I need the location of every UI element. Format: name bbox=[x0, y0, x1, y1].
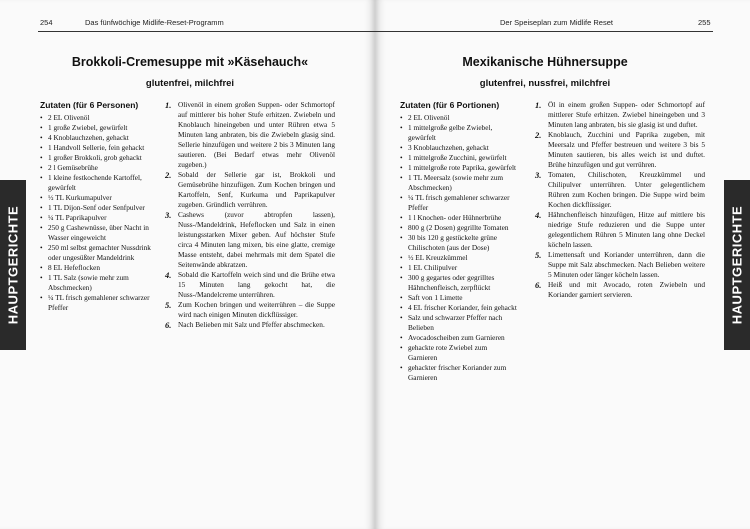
ingredient-item: • 8 EL Hefeflocken bbox=[40, 263, 152, 273]
section-tab-label: HAUPTGERICHTE bbox=[5, 205, 21, 325]
section-tab bbox=[0, 180, 26, 350]
recipe-title: Brokkoli-Cremesuppe mit »Käsehauch« bbox=[71, 55, 309, 69]
ingredient-item: • 250 g Cashewnüsse, über Nacht in Wasser eingeweicht bbox=[40, 223, 152, 243]
step-text: Heiß und mit Avocado, roten Zwiebeln und Koriander garniert servieren. bbox=[548, 280, 705, 299]
step-text: Öl in einem großen Suppen- oder Schmortopf auf mittlerer Stufe erhitzen. Zwiebel hineingeben und 3 Minuten lang anbraten, bis sie glasig ist und duftet. bbox=[548, 100, 705, 129]
ingredient-item: • 1 mittelgroße Zucchini, gewürfelt bbox=[400, 153, 518, 163]
right-page bbox=[375, 0, 750, 529]
ingredient-item: • 3 Knoblauchzehen, gehackt bbox=[400, 143, 518, 153]
ingredient-item: • ½ TL Kurkumapulver bbox=[40, 193, 152, 203]
step-number: 3. bbox=[535, 170, 542, 180]
ingredient-item: • 2 EL Olivenöl bbox=[400, 113, 518, 123]
ingredient-item: • 2 l Gemüsebrühe bbox=[40, 163, 152, 173]
step-item bbox=[535, 250, 705, 280]
step-item bbox=[165, 170, 335, 210]
recipe-subtitle: glutenfrei, milchfrei bbox=[145, 78, 235, 89]
ingredient-item: • 30 bis 120 g gestückelte grüne Chilischoten (aus der Dose) bbox=[400, 233, 518, 253]
ingredient-item: • gehackte rote Zwiebel zum Garnieren bbox=[400, 343, 518, 363]
step-item bbox=[165, 300, 335, 320]
ingredient-item: • 1 mittelgroße rote Paprika, gewürfelt bbox=[400, 163, 518, 173]
steps-list bbox=[165, 100, 335, 330]
step-number: 6. bbox=[535, 280, 542, 290]
ingredient-item: • 4 Knoblauchzehen, gehackt bbox=[40, 133, 152, 143]
ingredient-item: • 1 EL Chilipulver bbox=[400, 263, 518, 273]
ingredients-heading: Zutaten (für 6 Portionen) bbox=[400, 100, 500, 110]
step-text: Tomaten, Chilischoten, Kreuzkümmel und Chilipulver unterrühren. Unter gelegentlichem Rühren zum Kochen bringen. Die Suppe wird beim Kochen dickflüssiger. bbox=[548, 170, 705, 209]
header-rule bbox=[375, 31, 713, 32]
step-item bbox=[535, 210, 705, 250]
step-item bbox=[165, 100, 335, 170]
step-text: Cashews (zuvor abtropfen lassen), Nuss-/Mandeldrink, Hefeflocken und Salz in einen leistungsstarken Mixer geben. Auf höchster Stufe circa 4 Minuten lang mixen, bis eine glatte, cremige Masse entsteht, dabei mehrmals mit dem Spatel die Seitenwände abkratzen. bbox=[178, 210, 335, 269]
ingredient-item: • 1 mittelgroße gelbe Zwiebel, gewürfelt bbox=[400, 123, 518, 143]
step-number: 5. bbox=[165, 300, 172, 310]
step-number: 5. bbox=[535, 250, 542, 260]
running-header: Der Speiseplan zum Midlife Reset bbox=[500, 18, 613, 27]
recipe-subtitle: glutenfrei, nussfrei, milchfrei bbox=[479, 78, 611, 89]
step-text: Limettensaft und Koriander unterrühren, dann die Suppe mit Salz abschmecken. Nach Belieben weitere 5 Minuten oder länger köcheln lassen. bbox=[548, 250, 705, 279]
ingredients-list bbox=[400, 113, 518, 383]
ingredient-item: • 800 g (2 Dosen) gegrillte Tomaten bbox=[400, 223, 518, 233]
ingredient-item: • 1 TL Dijon-Senf oder Senfpulver bbox=[40, 203, 152, 213]
header-rule bbox=[38, 31, 375, 32]
step-item bbox=[165, 270, 335, 300]
step-item bbox=[535, 130, 705, 170]
step-item bbox=[535, 100, 705, 130]
page-number: 255 bbox=[698, 18, 711, 27]
recipe-title: Mexikanische Hühnersuppe bbox=[462, 55, 628, 69]
ingredient-item: • Saft von 1 Limette bbox=[400, 293, 518, 303]
ingredient-item: • 1 großer Brokkoli, grob gehackt bbox=[40, 153, 152, 163]
ingredient-item: • Avocadoscheiben zum Garnieren bbox=[400, 333, 518, 343]
ingredient-item: • ¼ TL frisch gemahlener schwarzer Pfeffer bbox=[400, 193, 518, 213]
page-number: 254 bbox=[40, 18, 53, 27]
step-text: Hähnchenfleisch hinzufügen, Hitze auf mittlere bis niedrige Stufe reduzieren und die Suppe unter gelegentlichem Rühren 5 Minuten lang ohne Deckel köcheln lassen. bbox=[548, 210, 705, 249]
step-number: 1. bbox=[535, 100, 542, 110]
ingredients-heading: Zutaten (für 6 Personen) bbox=[40, 100, 139, 110]
step-number: 4. bbox=[165, 270, 172, 280]
step-text: Olivenöl in einem großen Suppen- oder Schmortopf auf mittlerer bis hoher Stufe erhitzen. Zwiebeln und Knoblauch hineingeben und unter Rühren etwa 5 Minuten lang anbraten, bis die Zwiebeln glasig sind. Sellerie hinzufügen und weitere 2 bis 3 Minuten lang sautieren. (Bei Bedarf etwas mehr Olivenöl zugeben.) bbox=[178, 100, 335, 169]
ingredients-list bbox=[40, 113, 152, 313]
step-item bbox=[535, 170, 705, 210]
ingredient-item: • 1 TL Salz (sowie mehr zum Abschmecken) bbox=[40, 273, 152, 293]
step-item bbox=[165, 320, 335, 330]
ingredient-item: • 300 g gegartes oder gegrilltes Hähnchenfleisch, zerpflückt bbox=[400, 273, 518, 293]
ingredient-item: • 1 große Zwiebel, gewürfelt bbox=[40, 123, 152, 133]
ingredient-item: • gehackter frischer Koriander zum Garnieren bbox=[400, 363, 518, 383]
step-text: Knoblauch, Zucchini und Paprika zugeben, mit Meersalz und Pfeffer bestreuen und weitere 3 bis 5 Minuten sautieren, bis alles weich ist und duftet. Brühe hinzufügen und gut verrühren. bbox=[548, 130, 705, 169]
ingredient-item: • 1 Handvoll Sellerie, fein gehackt bbox=[40, 143, 152, 153]
step-number: 3. bbox=[165, 210, 172, 220]
running-header: Das fünfwöchige Midlife-Reset-Programm bbox=[85, 18, 224, 27]
ingredient-item: • ¼ TL frisch gemahlener schwarzer Pfeffer bbox=[40, 293, 152, 313]
ingredient-item: • 4 EL frischer Koriander, fein gehackt bbox=[400, 303, 518, 313]
step-number: 2. bbox=[535, 130, 542, 140]
step-number: 6. bbox=[165, 320, 172, 330]
ingredient-item: • 1 TL Meersalz (sowie mehr zum Abschmecken) bbox=[400, 173, 518, 193]
step-item bbox=[165, 210, 335, 270]
section-tab-label: HAUPTGERICHTE bbox=[729, 205, 745, 325]
step-number: 4. bbox=[535, 210, 542, 220]
ingredient-item: • 1 l Knochen- oder Hühnerbrühe bbox=[400, 213, 518, 223]
ingredient-item: • 2 EL Olivenöl bbox=[40, 113, 152, 123]
ingredient-item: • ¼ TL Paprikapulver bbox=[40, 213, 152, 223]
step-text: Sobald die Kartoffeln weich sind und die Brühe etwa 15 Minuten lang gekocht hat, die Nuss-/Mandelcreme unterrühren. bbox=[178, 270, 335, 299]
steps-list bbox=[535, 100, 705, 300]
step-item bbox=[535, 280, 705, 300]
step-text: Nach Belieben mit Salz und Pfeffer abschmecken. bbox=[178, 320, 325, 329]
step-text: Sobald der Sellerie gar ist, Brokkoli und Gemüsebrühe hinzufügen. Zum Kochen bringen und Kartoffeln, Senf, Kurkuma und Paprikapulver zugeben. Gründlich verrühren. bbox=[178, 170, 335, 209]
section-tab bbox=[724, 180, 750, 350]
ingredient-item: • ½ EL Kreuzkümmel bbox=[400, 253, 518, 263]
step-number: 2. bbox=[165, 170, 172, 180]
step-text: Zum Kochen bringen und weiterrühren – die Suppe wird nach einigen Minuten dickflüssiger. bbox=[178, 300, 335, 319]
ingredient-item: • 1 kleine festkochende Kartoffel, gewürfelt bbox=[40, 173, 152, 193]
ingredient-item: • 250 ml selbst gemachter Nussdrink oder ungesüßter Mandeldrink bbox=[40, 243, 152, 263]
step-number: 1. bbox=[165, 100, 172, 110]
ingredient-item: • Salz und schwarzer Pfeffer nach Belieben bbox=[400, 313, 518, 333]
